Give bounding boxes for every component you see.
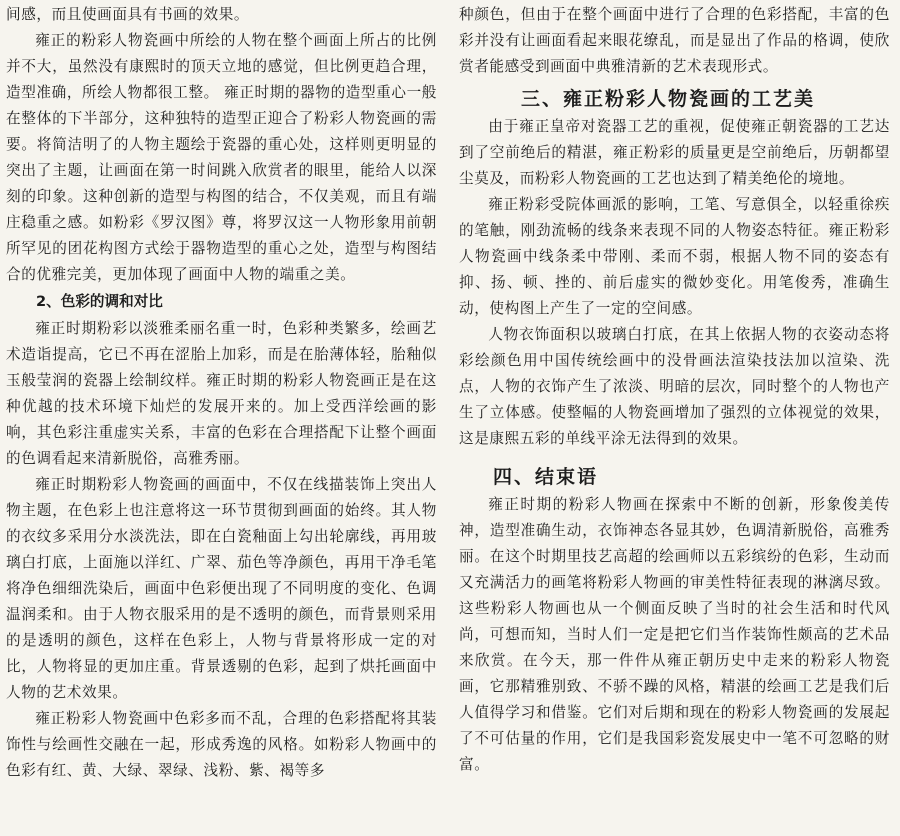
paragraph: 由于雍正皇帝对瓷器工艺的重视，促使雍正朝瓷器的工艺达到了空前绝后的精湛，雍正粉彩的质量更是空前绝后，历朝都望尘莫及，而粉彩人物瓷画的工艺也达到了精美绝伦的境地。 bbox=[459, 118, 890, 187]
paragraph: 人物衣饰面积以玻璃白打底，在其上依据人物的衣姿动态将彩绘颜色用中国传统绘画中的没骨画法渲染技法加以渲染、洗点，人物的衣饰产生了浓淡、明暗的层次，同时整个的人物也产生了立体感。使整幅的人物瓷画增加了强烈的立体视觉的效果，这是康熙五彩的单线平涂无法得到的效果。 bbox=[459, 326, 890, 447]
right-column bbox=[459, 2, 890, 836]
paragraph: 雍正的粉彩人物瓷画中所绘的人物在整个画面上所占的比例并不大，虽然没有康熙时的顶天立地的感觉，但比例更趋合理，造型准确，所绘人物都很工整。 雍正时期的器物的造型重心一般在整体的下半部分，这种独特的造型正迎合了粉彩人物瓷画的需要。将简洁明了的人物主题绘于瓷器的重心处，这样则更明显的突出了主题，让画面在第一时间跳入欣赏者的眼里，能给人以深刻的印象。这种创新的造型与构图的结合，不仅美观，而且有端庄稳重之感。如粉彩《罗汉图》尊，将罗汉这一人物形象用前朝所罕见的团花构图方式绘于器物造型的重心之处，造型与构图结合的优雅完美，更加体现了画面中人物的端重之美。 bbox=[6, 32, 437, 283]
paragraph: 雍正时期粉彩人物瓷画的画面中，不仅在线描装饰上突出人物主题，在色彩上也注意将这一环节贯彻到画面的始终。其人物的衣纹多采用分水淡洗法，即在白瓷釉面上勾出轮廓线，再用玻璃白打底，上面施以洋红、广翠、茄色等净颜色，再用干净毛笔将净色细细洗染后，画面中色彩便出现了不同明度的变化、色调温润柔和。由于人物衣服采用的是不透明的颜色，而背景则采用的是透明的颜色，这样在色彩上，人物与背景将形成一定的对比，人物将显的更加庄重。背景透剔的色彩，起到了烘托画面中人物的艺术效果。 bbox=[6, 476, 437, 701]
paragraph: 种颜色，但由于在整个画面中进行了合理的色彩搭配，丰富的色彩并没有让画面看起来眼花缭乱，而是显出了作品的格调，使欣赏者能感受到画面中典雅清新的艺术表现形式。 bbox=[459, 6, 890, 75]
section-heading: 三、雍正粉彩人物瓷画的工艺美 bbox=[521, 88, 816, 110]
paragraph: 雍正时期的粉彩人物画在探索中不断的创新，形象俊美传神，造型准确生动，衣饰神态各显其妙，色调清新脱俗，高雅秀丽。在这个时期里技艺高超的绘画师以五彩缤纷的色彩，生动而又充满活力的画笔将粉彩人物画的审美性特征表现的淋漓尽致。这些粉彩人物画也从一个侧面反映了当时的社会生活和时代风尚，可想而知，当时人们一定是把它们当作装饰性颇高的艺术品来欣赏。在今天，那一件件从雍正朝历史中走来的粉彩人物瓷画，它那精雅别致、不骄不躁的风格，精湛的绘画工艺是我们后人值得学习和借鉴。它们对后期和现在的粉彩人物瓷画的发展起了不可估量的作用，它们是我国彩瓷发展史中一笔不可忽略的财富。 bbox=[459, 496, 890, 773]
paragraph: 雍正粉彩人物瓷画中色彩多而不乱，合理的色彩搭配将其装饰性与绘画性交融在一起，形成秀逸的风格。如粉彩人物画中的色彩有红、黄、大绿、翠绿、浅粉、紫、褐等多 bbox=[6, 710, 437, 779]
paragraph: 间感，而且使画面具有书画的效果。 bbox=[6, 6, 250, 23]
subsection-heading: 2、色彩的调和对比 bbox=[36, 293, 163, 310]
section-heading: 四、结束语 bbox=[493, 466, 599, 488]
left-column bbox=[6, 2, 437, 836]
paragraph: 雍正时期粉彩以淡雅柔丽名重一时，色彩种类繁多，绘画艺术造诣提高，它已不再在涩胎上加彩，而是在胎薄体轻，胎釉似玉般莹润的瓷器上绘制纹样。雍正时期的粉彩人物瓷画正是在这种优越的技术环境下灿烂的发展开来的。加上受西洋绘画的影响，其色彩注重虚实关系，丰富的色彩在合理搭配下让整个画面的色调看起来清新脱俗，高雅秀丽。 bbox=[6, 320, 437, 467]
paragraph: 雍正粉彩受院体画派的影响，工笔、写意俱全，以轻重徐疾的笔触，刚劲流畅的线条来表现不同的人物姿态特征。雍正粉彩人物瓷画中线条柔中带刚、柔而不弱，根据人物不同的姿态有抑、扬、顿、挫的、前后虚实的微妙变化。用笔俊秀，准确生动，使构图上产生了一定的空间感。 bbox=[459, 196, 890, 317]
